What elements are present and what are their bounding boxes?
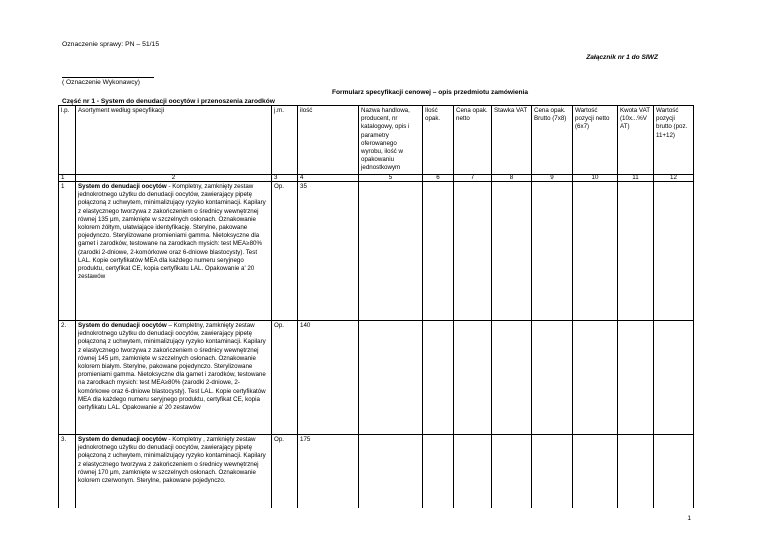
row-description	[76, 321, 272, 435]
row-unit: Op.	[272, 182, 298, 321]
column-number-row	[59, 174, 694, 181]
row-vat-rate-cell[interactable]	[492, 182, 532, 321]
row-description-text: – Kompletny, zamknięty zestaw jednokrotnego użytku do denudacji oocytów, zawierający pipetę połączoną z uchwytem, minimalizujący ryzyko kontaminacji. Kapilary z elastycznego tworzywa z zakończeniem o średnicy wewnętrznej równej 145 μm, zamknięte w szczelnych osłonach. Oznakowanie kolorem białym. Sterylne, pakowane pojedynczo. Sterylizowane promieniami gamma. Nietoksyczne dla gamet i zarodków, testowane na zarodkach mysich: test MEA≥80% (zarodki 2-dniowe, 2-komórkowe oraz 6-dniowe blastocysty). Test LAL. Kopie certyfikatów MEA dla każdego numeru seryjnego produktu, certyfikat CE, kopia certyfikatu LAL. Opakowanie a' 20 zestawów	[78, 322, 266, 412]
row-net-value-cell[interactable]	[573, 321, 618, 435]
column-number: 5	[359, 174, 423, 181]
row-vat-amount-cell[interactable]	[618, 182, 654, 321]
row-package-qty-cell[interactable]	[423, 435, 454, 509]
col-header-assortment: Asortyment według specyfikacji	[76, 106, 272, 175]
form-title: Formularz specyfikacji cenowej – opis przedmiotu zamówienia	[332, 89, 529, 96]
row-description	[76, 182, 272, 321]
row-unit: Op.	[272, 435, 298, 509]
col-header-trade-name: Nazwa handlowa, producent, nr katalogowy, opis i parametry oferowanego wyrobu, ilość w opakowaniu jednostkowym	[359, 106, 423, 175]
row-quantity: 35	[298, 182, 359, 321]
row-title: System do denudacji oocytów	[78, 436, 167, 444]
row-description	[76, 435, 272, 509]
column-number: 1	[59, 174, 76, 181]
row-package-qty-cell[interactable]	[423, 182, 454, 321]
table-row	[59, 182, 694, 321]
row-trade-name-cell[interactable]	[359, 182, 423, 321]
row-description-text: - Kompletny, zamknięty zestaw jednokrotnego użytku do denudacji oocytów, zawierający pipetę połączoną z uchwytem, minimalizujący ryzyko kontaminacji. Kapilary z elastycznego tworzywa z zakończeniem o średnicy wewnętrznej równej 135 μm, zamknięte w szczelnych osłonach. Oznakowanie kolorem żółtym, ułatwiające identyfikację. Sterylne, pakowane pojedynczo. Sterylizowane promieniami gamma. Nietoksyczne dla gamet i zarodków, testowane na zarodkach mysich: test MEA≥80% (zarodki 2-dniowe, 2-komórkowe oraz 6-dniowe blastocysty). Test LAL. Kopie certyfikatów MEA dla każdego numeru seryjnego produktu, certyfikat CE, kopia certyfikatu LAL. Opakowanie a' 20 zestawów	[78, 183, 266, 281]
annex-label: Załącznik nr 1 do SIWZ	[586, 54, 658, 61]
contractor-signature-line	[62, 77, 154, 78]
row-net-price-cell[interactable]	[454, 435, 492, 509]
row-package-qty-cell[interactable]	[423, 321, 454, 435]
table-row	[59, 435, 694, 509]
row-lp: 3.	[59, 435, 76, 509]
row-gross-value-cell[interactable]	[654, 182, 694, 321]
row-unit: Op.	[272, 321, 298, 435]
col-header-net-value: Wartość pozycji netto (6x7)	[573, 106, 618, 175]
col-header-unit: j.m.	[272, 106, 298, 175]
row-net-value-cell[interactable]	[573, 182, 618, 321]
col-header-gross-value: Wartość pozycji brutto (poz. 11+12)	[654, 106, 694, 175]
row-title: System do denudacji oocytów	[78, 183, 167, 191]
col-header-gross-price: Cena opak. Brutto (7x8)	[532, 106, 573, 175]
row-trade-name-cell[interactable]	[359, 435, 423, 509]
table-row	[59, 321, 694, 435]
col-header-package-qty: Ilość opak.	[423, 106, 454, 175]
part-title: Część nr 1 - System do denudacji oocytów i przenoszenia zarodków	[62, 98, 275, 105]
price-specification-table	[58, 105, 694, 508]
row-net-price-cell[interactable]	[454, 182, 492, 321]
row-lp: 1	[59, 182, 76, 321]
row-net-price-cell[interactable]	[454, 321, 492, 435]
row-gross-price-cell[interactable]	[532, 182, 573, 321]
row-description-text: - Kompletny , zamknięty zestaw jednokrotnego użytku do denudacji oocytów, zawierający pipetę połączoną z uchwytem, minimalizujący ryzyko kontaminacji. Kapilary z elastycznego tworzywa z zakończeniem o średnicy wewnętrznej równej 170 μm, zamknięte w szczelnych osłonach. Oznakowanie kolorem czerwonym. Sterylne, pakowane pojedynczo.	[78, 436, 266, 485]
column-number: 11	[618, 174, 654, 181]
column-number: 10	[573, 174, 618, 181]
case-number: Oznaczenie sprawy: PN – 51/15	[62, 41, 160, 48]
col-header-vat-rate: Stawka VAT	[492, 106, 532, 175]
row-vat-rate-cell[interactable]	[492, 435, 532, 509]
row-quantity: 140	[298, 321, 359, 435]
row-gross-value-cell[interactable]	[654, 321, 694, 435]
row-lp: 2.	[59, 321, 76, 435]
page-number: 1	[687, 515, 691, 522]
column-number: 7	[454, 174, 492, 181]
row-title: System do denudacji oocytów	[78, 322, 167, 330]
column-number: 3	[272, 174, 298, 181]
row-gross-value-cell[interactable]	[654, 435, 694, 509]
col-header-vat-amount: Kwota VAT (10x...%V AT)	[618, 106, 654, 175]
row-gross-price-cell[interactable]	[532, 435, 573, 509]
column-number: 2	[76, 174, 272, 181]
column-number: 6	[423, 174, 454, 181]
row-gross-price-cell[interactable]	[532, 321, 573, 435]
contractor-label: ( Oznaczenie Wykonawcy)	[62, 79, 140, 86]
col-header-net-price: Cena opak. netto	[454, 106, 492, 175]
column-number: 4	[298, 174, 359, 181]
row-vat-rate-cell[interactable]	[492, 321, 532, 435]
column-number: 12	[654, 174, 694, 181]
column-number: 9	[532, 174, 573, 181]
column-number: 8	[492, 174, 532, 181]
row-trade-name-cell[interactable]	[359, 321, 423, 435]
row-net-value-cell[interactable]	[573, 435, 618, 509]
row-vat-amount-cell[interactable]	[618, 435, 654, 509]
table-header-row	[59, 106, 694, 175]
row-quantity: 175	[298, 435, 359, 509]
row-vat-amount-cell[interactable]	[618, 321, 654, 435]
col-header-lp: l.p.	[59, 106, 76, 175]
col-header-quantity: ilość	[298, 106, 359, 175]
